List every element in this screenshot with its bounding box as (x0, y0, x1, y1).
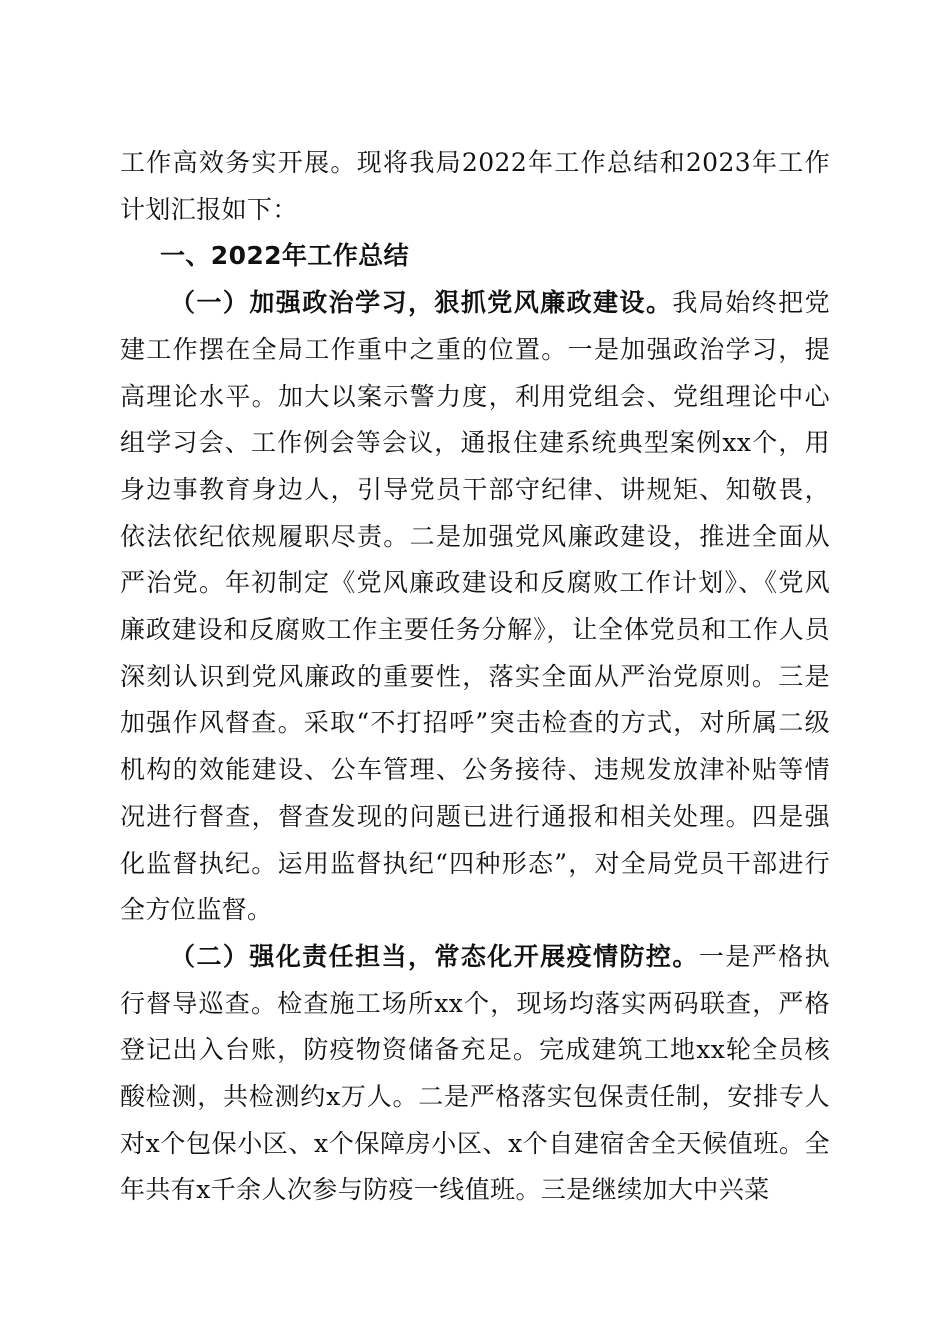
paragraph-2-body: 一是严格执行督导巡查。检查施工场所xx个，现场均落实两码联查，严格登记出入台账，防疫物资储备充足。完成建筑工地xx轮全员核酸检测，共检测约x万人。二是严格落实包保责任制，安排专人对x个包保小区、x个保障房小区、x个自建宿舍全天候值班。全年共有x千余人次参与防疫一线值班。三是继续加大中兴菜 (120, 941, 830, 1205)
paragraph-1-body: 我局始终把党建工作摆在全局工作重中之重的位置。一是加强政治学习，提高理论水平。加大以案示警力度，利用党组会、党组理论中心组学习会、工作例会等会议，通报住建系统典型案例xx个，用身边事教育身边人，引导党员干部守纪律、讲规矩、知敬畏，依法依纪依规履职尽责。二是加强党风廉政建设，推进全面从严治党。年初制定《党风廉政建设和反腐败工作计划》、《党风廉政建设和反腐败工作主要任务分解》，让全体党员和工作人员深刻认识到党风廉政的重要性，落实全面从严治党原则。三是加强作风督查。采取“不打招呼”突击检查的方式，对所属二级机构的效能建设、公车管理、公务接待、违规发放津补贴等情况进行督查，督查发现的问题已进行通报和相关处理。四是强化监督执纪。运用监督执纪“四种形态”，对全局党员干部进行全方位监督。 (120, 288, 830, 925)
paragraph-1-lead: （一）加强政治学习，狠抓党风廉政建设。 (170, 288, 673, 318)
paragraph-2 (120, 934, 830, 1214)
paragraph-2-lead: （二）强化责任担当，常态化开展疫情防控。 (170, 941, 699, 971)
document-body (120, 140, 830, 1214)
intro-paragraph: 工作高效务实开展。现将我局2022年工作总结和2023年工作计划汇报如下： (120, 148, 830, 224)
paragraph-1 (120, 280, 830, 934)
section-heading: 一、2022年工作总结 (160, 241, 409, 271)
